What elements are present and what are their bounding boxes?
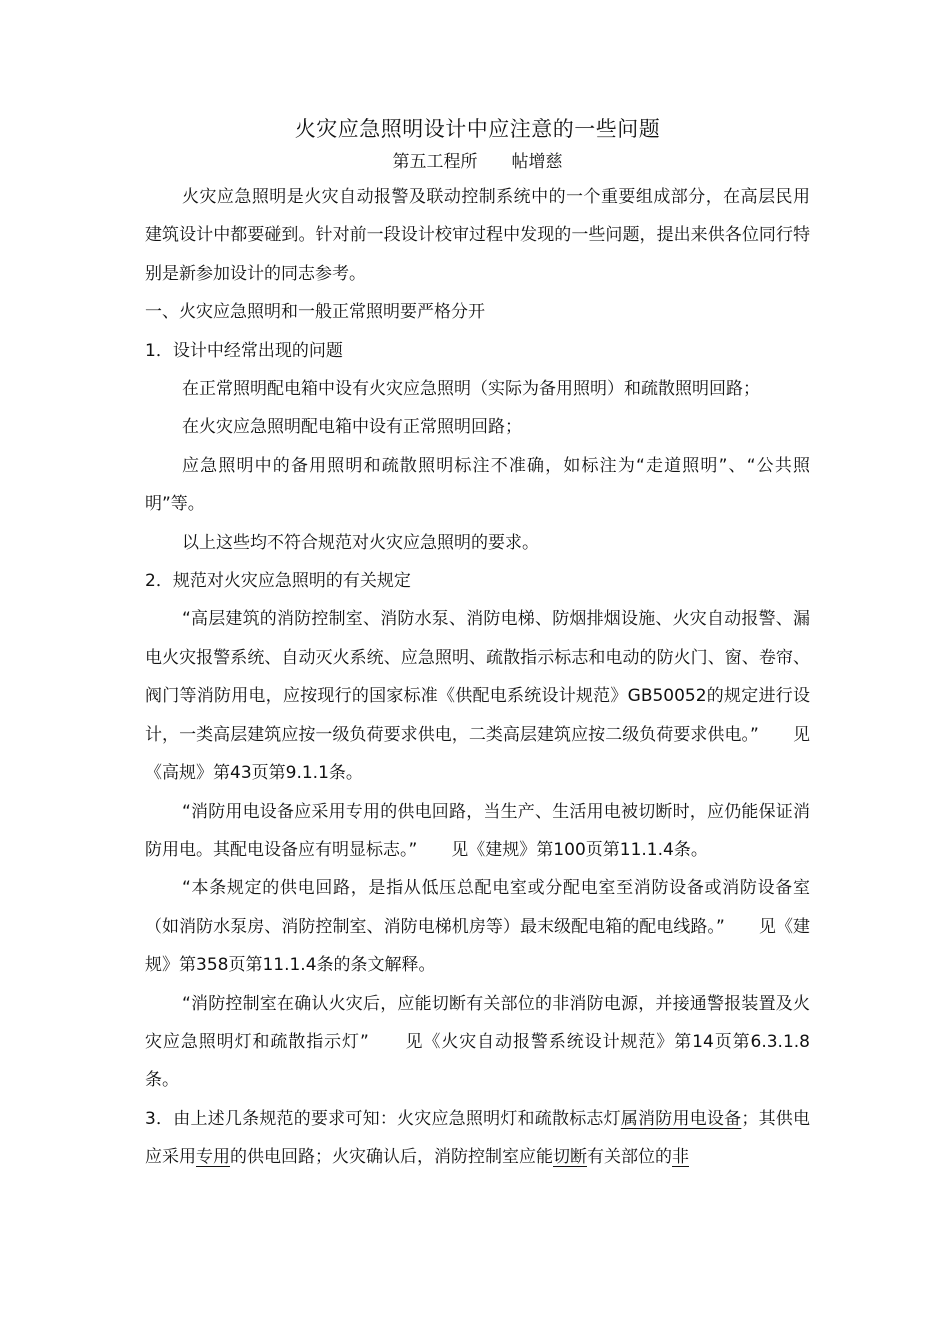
item-1-line-1: 在正常照明配电箱中设有火灾应急照明（实际为备用照明）和疏散照明回路；	[182, 379, 760, 400]
item-3-underline-2: 专用	[196, 1147, 230, 1168]
item-3-text-4: 有关部位的	[587, 1147, 672, 1168]
item-2-quote-4: “消防控制室在确认火灾后，应能切断有关部位的非消防电源，并接通警报装置及火灾应急照明灯和疏散指示灯” 见《火灾自动报警系统设计规范》第14页第6.3.1.8条。	[145, 993, 810, 1091]
item-3-text-1: 3．由上述几条规范的要求可知：火灾应急照明灯和疏散标志灯	[145, 1108, 621, 1129]
item-3-text-3: 的供电回路；火灾确认后，消防控制室应能	[230, 1147, 553, 1168]
item-1-line-3: 应急照明中的备用照明和疏散照明标注不准确，如标注为“走道照明”、“公共照明”等。	[145, 455, 810, 515]
item-3-underline-4: 非	[672, 1147, 689, 1168]
item-2-quote-1: “高层建筑的消防控制室、消防水泵、消防电梯、防烟排烟设施、火灾自动报警、漏电火灾报警系统、自动灭火系统、应急照明、疏散指示标志和电动的防火门、窗、卷帘、阀门等消防用电，应按现行的国家标准《供配电系统设计规范》GB50052的规定进行设计，一类高层建筑应按一级负荷要求供电，二类高层建筑应按二级负荷要求供电。” 见《高规》第43页第9.1.1条。	[145, 609, 810, 784]
item-1-line-2: 在火灾应急照明配电箱中设有正常照明回路；	[182, 417, 522, 438]
item-2-heading: 2．规范对火灾应急照明的有关规定	[145, 571, 411, 592]
item-2-quote-3: “本条规定的供电回路，是指从低压总配电室或分配电室至消防设备或消防设备室（如消防水泵房、消防控制室、消防电梯机房等）最末级配电箱的配电线路。” 见《建规》第358页第11.1.4条的条文解释。	[145, 878, 810, 976]
section-1-heading: 一、火灾应急照明和一般正常照明要严格分开	[145, 302, 485, 323]
document-byline: 第五工程所 帖增慈	[392, 152, 563, 172]
document-title: 火灾应急照明设计中应注意的一些问题	[294, 117, 661, 141]
item-2-quote-2: “消防用电设备应采用专用的供电回路，当生产、生活用电被切断时，应仍能保证消防用电。其配电设备应有明显标志。” 见《建规》第100页第11.1.4条。	[145, 801, 810, 860]
item-1-line-4: 以上这些均不符合规范对火灾应急照明的要求。	[182, 532, 539, 553]
item-3-text-2: ；其供电应采用	[145, 1108, 811, 1168]
document-body	[145, 112, 810, 1177]
item-3-paragraph	[145, 1100, 810, 1177]
item-3-underline-1: 属消防用电设备	[620, 1108, 742, 1129]
item-1-heading: 1．设计中经常出现的问题	[145, 340, 343, 361]
intro-paragraph: 火灾应急照明是火灾自动报警及联动控制系统中的一个重要组成部分，在高层民用建筑设计中都要碰到。针对前一段设计校审过程中发现的一些问题，提出来供各位同行特别是新参加设计的同志参考。	[145, 187, 810, 284]
item-3-underline-3: 切断	[553, 1147, 587, 1168]
